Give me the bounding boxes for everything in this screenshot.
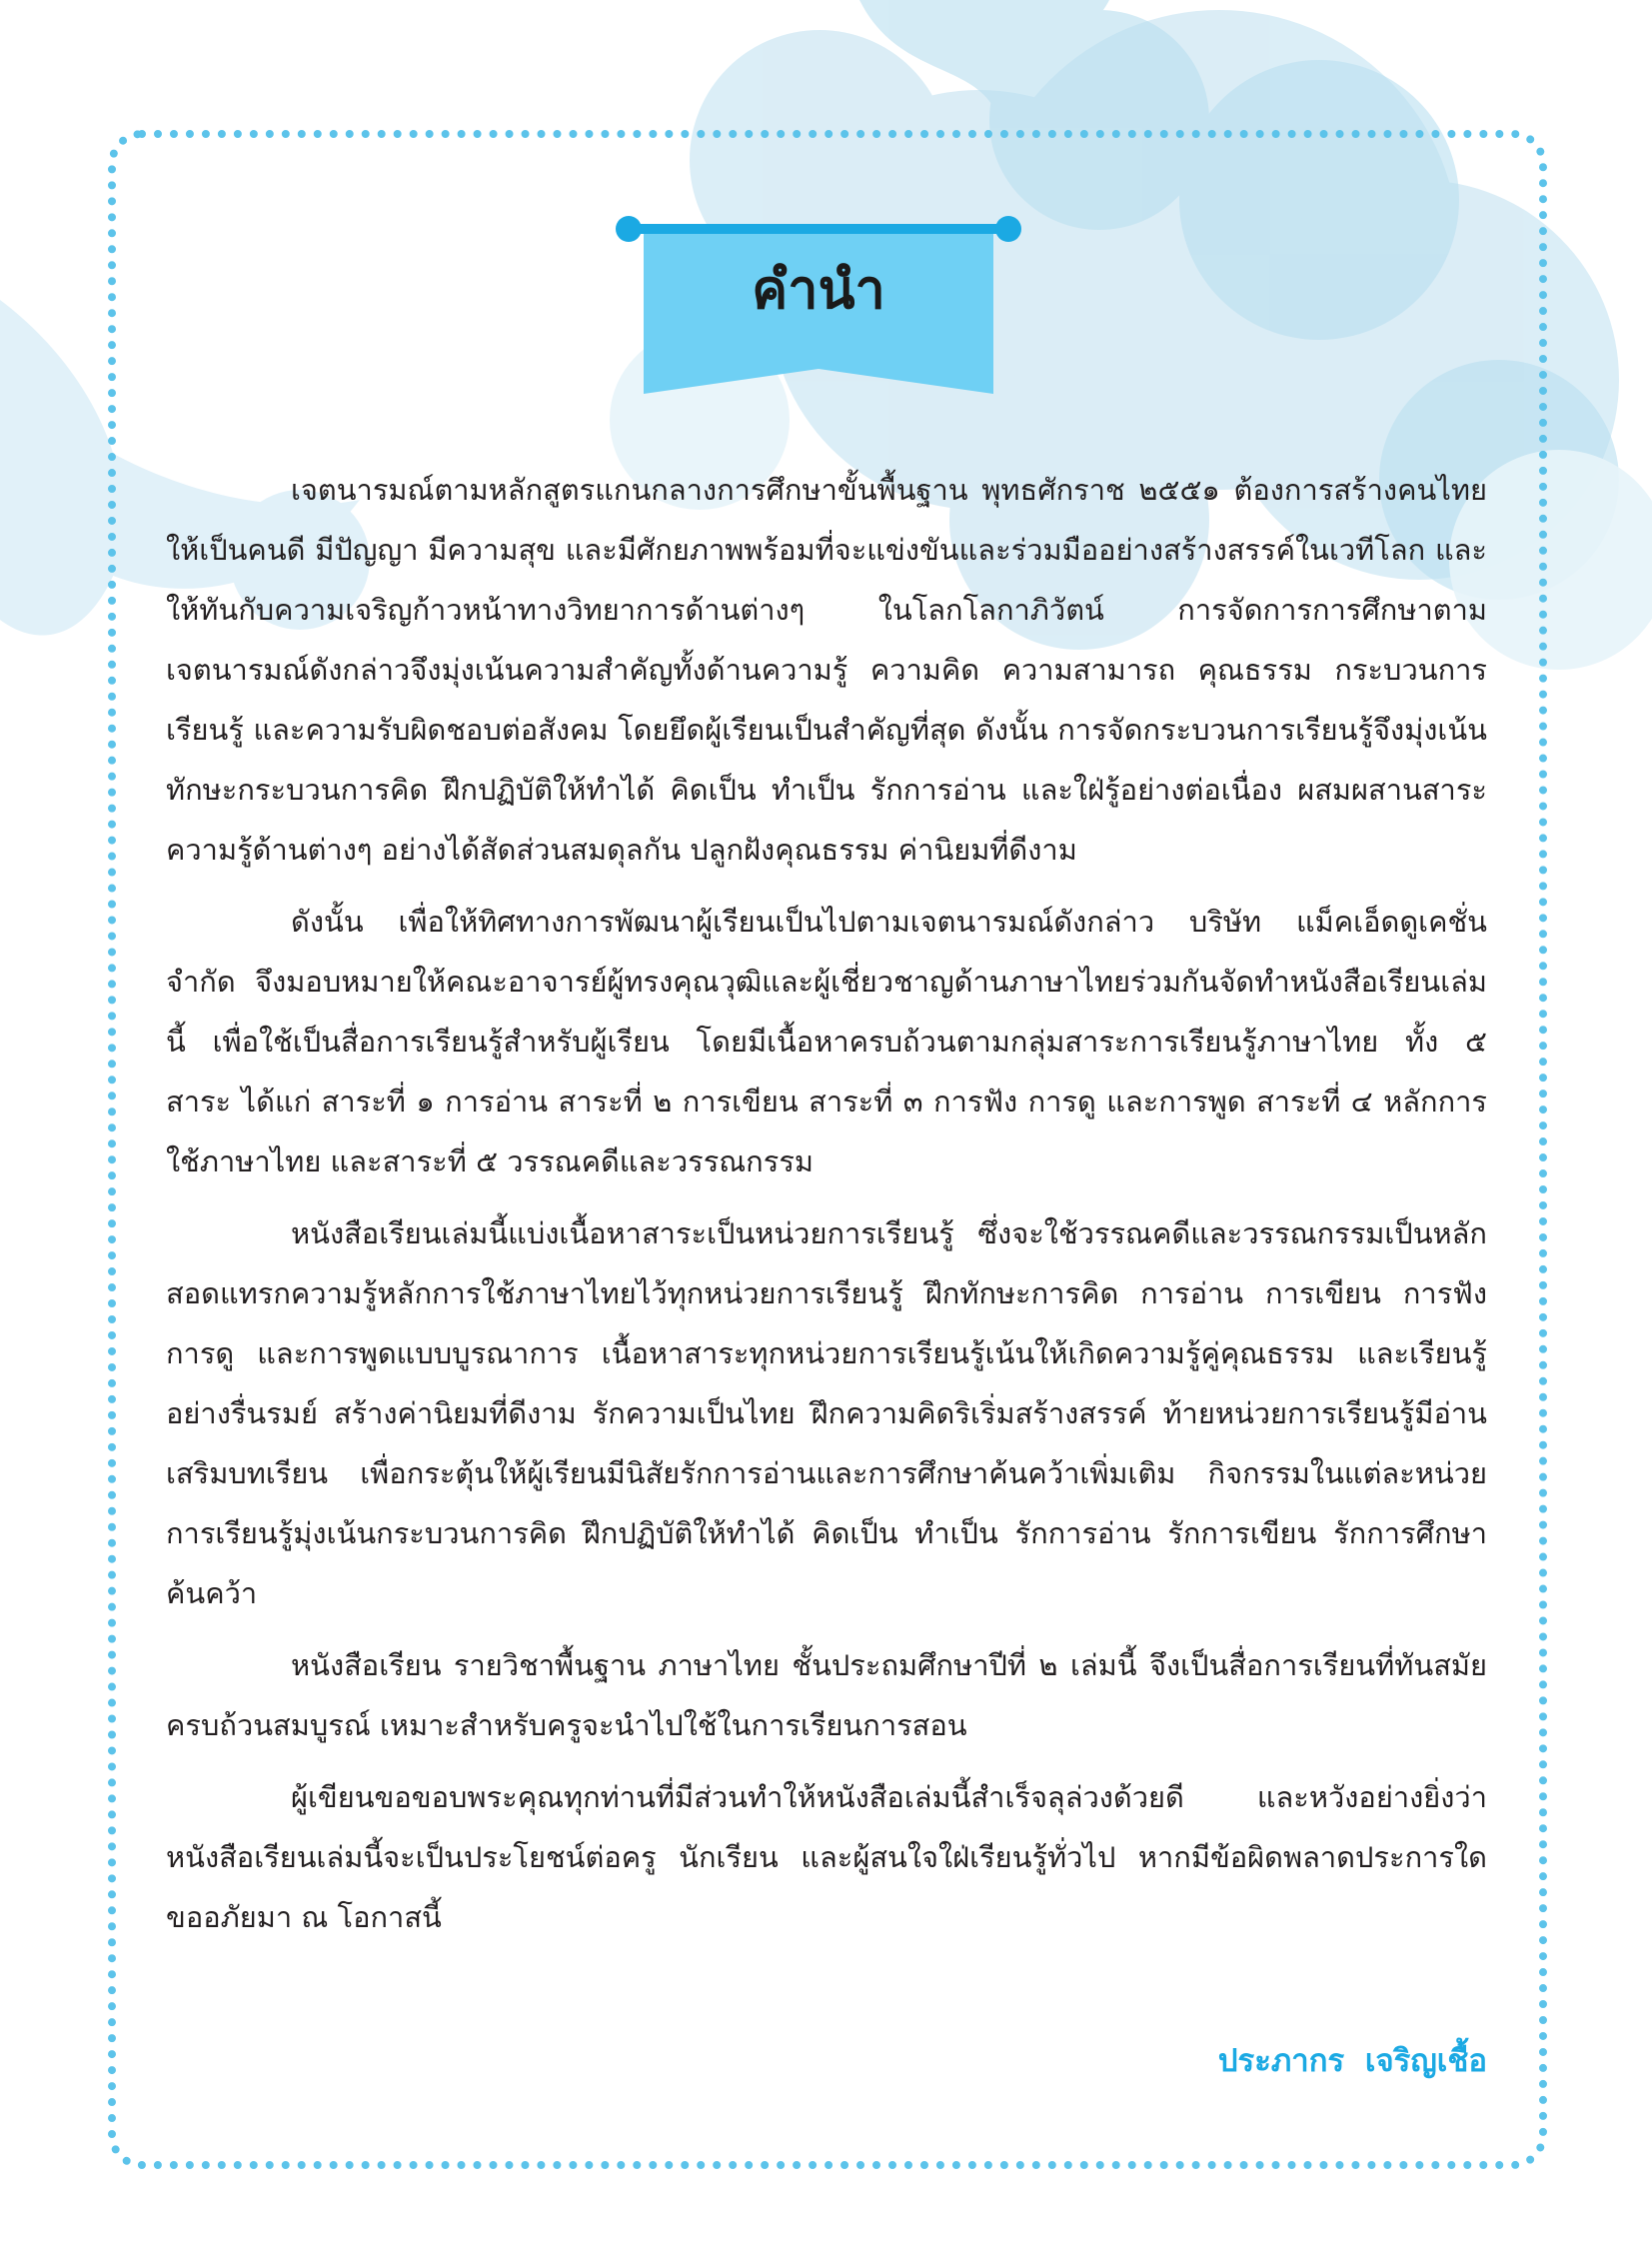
title-banner [616, 214, 1021, 394]
paragraph-2: ดังนั้น เพื่อให้ทิศทางการพัฒนาผู้เรียนเป็นไปตามเจตนารมณ์ดังกล่าว บริษัท แม็คเอ็ดดูเคชั่น จำกัด จึงมอบหมายให้คณะอาจารย์ผู้ทรงคุณวุฒิและผู้เชี่ยวชาญด้านภาษาไทยร่วมกันจัดทำหนังสือเรียนเล่มนี้ เพื่อใช้เป็นสื่อการเรียนรู้สำหรับผู้เรียน โดยมีเนื้อหาครบถ้วนตามกลุ่มสาระการเรียนรู้ภาษาไทย ทั้ง ๕ สาระ ได้แก่ สาระที่ ๑ การอ่าน สาระที่ ๒ การเขียน สาระที่ ๓ การฟัง การดู และการพูด สาระที่ ๔ หลักการใช้ภาษาไทย และสาระที่ ๕ วรรณคดีและวรรณกรรม [166, 905, 1487, 1178]
banner-rod-knob-right [995, 216, 1021, 242]
banner-rod-knob-left [616, 216, 642, 242]
paragraph-5: ผู้เขียนขอขอบพระคุณทุกท่านที่มีส่วนทำให้หนังสือเล่มนี้สำเร็จลุล่วงด้วยดี และหวังอย่างยิ่งว่าหนังสือเรียนเล่มนี้จะเป็นประโยชน์ต่อครู นักเรียน และผู้สนใจใฝ่เรียนรู้ทั่วไป หากมีข้อผิดพลาดประการใดขออภัยมา ณ โอกาสนี้ [166, 1780, 1487, 1934]
preface-body [166, 460, 1487, 1959]
page-title: คำนำ [752, 258, 885, 321]
author-signature: ประภากร เจริญเชื้อ [1217, 2043, 1487, 2079]
paragraph-1: เจตนารมณ์ตามหลักสูตรแกนกลางการศึกษาขั้นพื้นฐาน พุทธศักราช ๒๕๕๑ ต้องการสร้างคนไทยให้เป็นคนดี มีปัญญา มีความสุข และมีศักยภาพพร้อมที่จะแข่งขันและร่วมมืออย่างสร้างสรรค์ในเวทีโลก และให้ทันกับความเจริญก้าวหน้าทางวิทยาการด้านต่างๆ ในโลกโลกาภิวัตน์ การจัดการการศึกษาตามเจตนารมณ์ดังกล่าวจึงมุ่งเน้นความสำคัญทั้งด้านความรู้ ความคิด ความสามารถ คุณธรรม กระบวนการเรียนรู้ และความรับผิดชอบต่อสังคม โดยยึดผู้เรียนเป็นสำคัญที่สุด ดังนั้น การจัดกระบวนการเรียนรู้จึงมุ่งเน้นทักษะกระบวนการคิด ฝึกปฏิบัติให้ทำได้ คิดเป็น ทำเป็น รักการอ่าน และใฝ่รู้อย่างต่อเนื่อง ผสมผสานสาระความรู้ด้านต่างๆ อย่างได้สัดส่วนสมดุลกัน ปลูกฝังคุณธรรม ค่านิยมที่ดีงาม [166, 473, 1487, 867]
paragraph-3: หนังสือเรียนเล่มนี้แบ่งเนื้อหาสาระเป็นหน่วยการเรียนรู้ ซึ่งจะใช้วรรณคดีและวรรณกรรมเป็นหลัก สอดแทรกความรู้หลักการใช้ภาษาไทยไว้ทุกหน่วยการเรียนรู้ ฝึกทักษะการคิด การอ่าน การเขียน การฟัง การดู และการพูดแบบบูรณาการ เนื้อหาสาระทุกหน่วยการเรียนรู้เน้นให้เกิดความรู้คู่คุณธรรม และเรียนรู้อย่างรื่นรมย์ สร้างค่านิยมที่ดีงาม รักความเป็นไทย ฝึกความคิดริเริ่มสร้างสรรค์ ท้ายหน่วยการเรียนรู้มีอ่านเสริมบทเรียน เพื่อกระตุ้นให้ผู้เรียนมีนิสัยรักการอ่านและการศึกษาค้นคว้าเพิ่มเติม กิจกรรมในแต่ละหน่วยการเรียนรู้มุ่งเน้นกระบวนการคิด ฝึกปฏิบัติให้ทำได้ คิดเป็น ทำเป็น รักการอ่าน รักการเขียน รักการศึกษาค้นคว้า [166, 1216, 1487, 1610]
banner-rod [624, 224, 1013, 234]
paragraph-4: หนังสือเรียน รายวิชาพื้นฐาน ภาษาไทย ชั้นประถมศึกษาปีที่ ๒ เล่มนี้ จึงเป็นสื่อการเรียนที่ทันสมัยครบถ้วนสมบูรณ์ เหมาะสำหรับครูจะนำไปใช้ในการเรียนการสอน [166, 1648, 1487, 1742]
